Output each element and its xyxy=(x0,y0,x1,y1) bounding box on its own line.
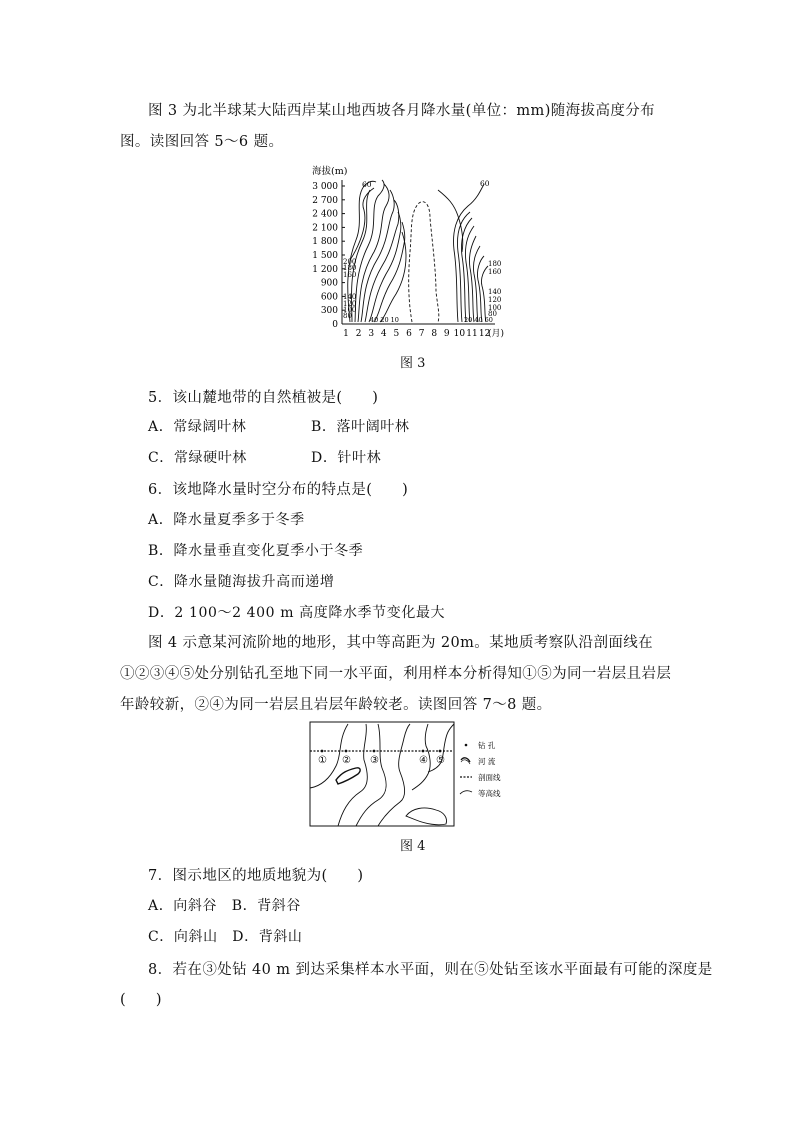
svg-text:40 20 10: 40 20 10 xyxy=(370,316,399,324)
question-6-option-d: D．2 100～2 400 m 高度降水季节变化最大 xyxy=(148,605,446,621)
left-isohyet-label: 180 xyxy=(343,264,357,272)
drill-point-dot xyxy=(345,750,348,753)
x-tick-label: 10 xyxy=(453,329,466,339)
drill-point-label: ⑤ xyxy=(436,755,445,766)
x-tick-label: 7 xyxy=(418,329,425,339)
question-7-options-line-1: A．向斜谷 B．背斜谷 xyxy=(148,898,301,914)
right-isohyet-label: 160 xyxy=(488,268,502,276)
right-isohyet-label: 80 xyxy=(488,310,497,318)
question-6-option-a: A．降水量夏季多于冬季 xyxy=(148,512,305,528)
drill-point-label: ③ xyxy=(370,755,379,766)
question-5-stem: 5．该山麓地带的自然植被是( ) xyxy=(148,390,379,406)
legend-label: 剖面线 xyxy=(478,773,501,782)
x-tick-label: 9 xyxy=(443,329,450,339)
x-tick-label: 1 xyxy=(343,329,349,339)
left-isohyet-label: 140 xyxy=(343,293,357,301)
river-shape xyxy=(336,768,360,784)
drill-point-label: ① xyxy=(318,755,327,766)
y-tick-label: 600 xyxy=(320,292,338,303)
question-7-stem: 7．图示地区的地质地貌为( ) xyxy=(148,868,364,884)
y-tick-label: 0 xyxy=(332,320,338,330)
intro-paragraph-1: 图 3 为北半球某大陆西岸某山地西坡各月降水量(单位：mm)随海拔高度分布图。读图回答 5～6 题。 xyxy=(120,103,656,150)
y-tick-label: 1 200 xyxy=(312,264,338,275)
y-tick-label: 900 xyxy=(320,278,338,289)
x-tick-label: 2 xyxy=(355,329,362,339)
drill-point-dot xyxy=(321,750,324,753)
left-isohyet-label: 80 xyxy=(343,312,352,320)
figure-3-caption: 图 3 xyxy=(400,356,426,371)
right-isohyet-label: 140 xyxy=(488,288,502,296)
x-tick-label: 11 xyxy=(466,329,478,339)
drill-point-label: ② xyxy=(342,755,351,766)
x-tick-label: 5 xyxy=(393,329,400,339)
question-6-option-c: C．降水量随海拔升高而递增 xyxy=(148,574,335,590)
x-tick-label: 3 xyxy=(368,329,375,339)
figure3-xunit: (月) xyxy=(488,329,505,339)
y-tick-label: 1 500 xyxy=(312,251,338,261)
y-tick-label: 2 100 xyxy=(312,223,338,234)
y-tick-label: 3 000 xyxy=(312,182,338,192)
figure-4-river-terrace-map xyxy=(308,720,518,830)
right-isohyets xyxy=(438,184,488,322)
question-7-options-line-2: C．向斜山 D．背斜山 xyxy=(148,929,303,945)
svg-text:60: 60 xyxy=(362,180,372,189)
legend-label: 等高线 xyxy=(478,789,501,798)
x-tick-label: 6 xyxy=(406,329,412,339)
contour-lines xyxy=(310,724,454,826)
intro-paragraph-2: 图 4 示意某河流阶地的地形，其中等高距为 20m。某地质考察队沿剖面线在①②③④⑤处分别钻孔至地下同一水平面，利用样本分析得知①⑤为同一岩层且岩层年龄较新，②④为同一岩层且岩层年龄较老。读图回答 7～8 题。 xyxy=(120,635,672,713)
left-isohyet-label: 200 xyxy=(343,258,357,266)
svg-text:60: 60 xyxy=(480,179,490,188)
x-tick-label: 12 xyxy=(478,329,491,339)
y-tick-label: 2 700 xyxy=(312,195,338,206)
figure-4-caption: 图 4 xyxy=(400,839,426,854)
drill-point-dot xyxy=(439,750,442,753)
svg-text:20 40 60: 20 40 60 xyxy=(464,316,493,324)
question-8-stem: 8．若在③处钻 40 m 到达采集样本水平面，则在⑤处钻至该水平面最有可能的深度是 xyxy=(148,962,713,978)
question-6-option-b: B．降水量垂直变化夏季小于冬季 xyxy=(148,543,364,559)
figure-3-precipitation-chart xyxy=(298,160,520,342)
right-isohyet-label: 120 xyxy=(488,296,502,304)
drill-point-label: ④ xyxy=(419,755,428,766)
y-tick-label: 2 400 xyxy=(312,209,338,220)
legend-label: 钻 孔 xyxy=(478,741,496,750)
left-isohyet-label: 120 xyxy=(343,300,357,308)
legend-label: 河 流 xyxy=(478,757,496,766)
question-5-option-a: A．常绿阔叶林 xyxy=(148,419,247,435)
left-isohyet-label: 160 xyxy=(343,271,357,279)
y-tick-label: 1 800 xyxy=(312,237,338,248)
right-isohyet-label: 100 xyxy=(488,304,502,312)
y-tick-label: 300 xyxy=(320,306,338,317)
question-8-paren: ( ) xyxy=(120,992,162,1008)
question-5-option-d: D．针叶林 xyxy=(311,450,382,466)
question-5-option-c: C．常绿硬叶林 xyxy=(148,450,247,466)
right-isohyet-label: 180 xyxy=(488,260,502,268)
x-tick-label: 8 xyxy=(431,329,438,339)
drill-point-dot xyxy=(422,750,425,753)
question-5-option-b: B．落叶阔叶林 xyxy=(311,419,410,435)
question-6-stem: 6．该地降水量时空分布的特点是( ) xyxy=(148,482,409,498)
left-isohyet-label: 100 xyxy=(343,306,357,314)
drill-point-dot xyxy=(373,750,376,753)
left-isohyets xyxy=(348,180,406,322)
x-tick-label: 4 xyxy=(380,329,387,339)
figure3-ylabel: 海拔(m) xyxy=(312,166,348,177)
